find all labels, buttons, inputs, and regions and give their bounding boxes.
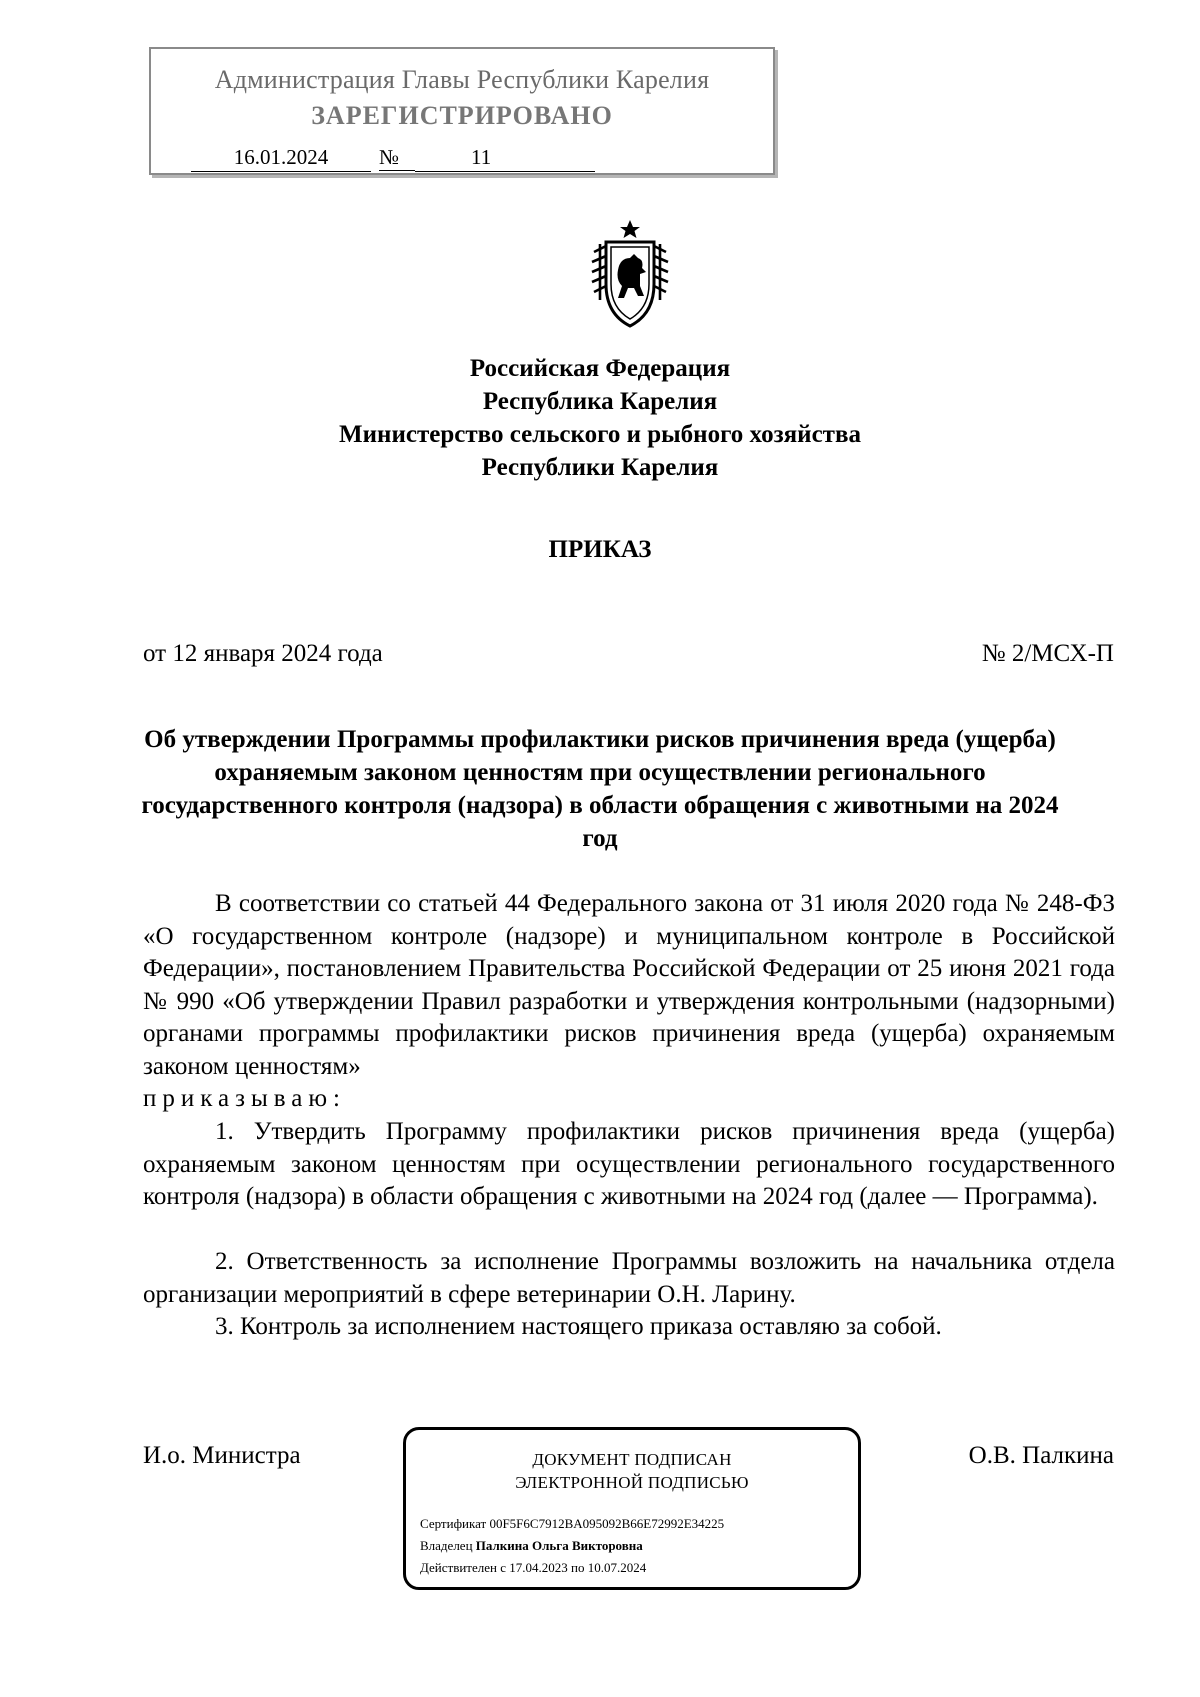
- preamble: В соответствии со статьей 44 Федерального закона от 31 июля 2020 года № 248-ФЗ «О государственном контроле (надзоре) и муниципальном контроле в Российской Федерации», постановлением Правительства Российской Федерации от 25 июня 2021 года № 990 «Об утверждении Правил разработки и утверждения контрольными (надзорными) органами программы профилактики рисков причинения вреда (ущерба) охраняемым законом ценностям»: [143, 890, 1115, 1080]
- registration-number: 11: [415, 145, 595, 172]
- document-date: от 12 января 2024 года: [143, 640, 383, 667]
- registration-stamp: [149, 47, 775, 175]
- order-word: приказываю:: [143, 1085, 346, 1112]
- esig-title-2: ЭЛЕКТРОННОЙ ПОДПИСЬЮ: [515, 1473, 749, 1492]
- esig-cert-label: Сертификат: [420, 1516, 487, 1531]
- esig-valid-to: 10.07.2024: [587, 1560, 647, 1575]
- header-ministry: Министерство сельского и рыбного хозяйства: [339, 421, 861, 448]
- esig-cert-value: 00F5F6C7912BA095092B66E72992E34225: [489, 1516, 725, 1531]
- registration-status: ЗАРЕГИСТРИРОВАНО: [311, 101, 613, 130]
- document-number: № 2/МСХ-П: [981, 640, 1114, 667]
- esig-validity: [420, 1560, 646, 1576]
- esig-title-1: ДОКУМЕНТ ПОДПИСАН: [532, 1450, 732, 1469]
- document-type: ПРИКАЗ: [548, 536, 652, 563]
- registration-org: Администрация Главы Республики Карелия: [214, 65, 710, 94]
- order-item-2: 2. Ответственность за исполнение Программы возложить на начальника отдела организации мероприятий в сфере ветеринарии О.Н. Ларину.: [143, 1248, 1115, 1308]
- esig-owner-value: Палкина Ольга Викторовна: [475, 1538, 643, 1553]
- esig-owner: [420, 1538, 643, 1554]
- registration-date: 16.01.2024: [191, 145, 371, 172]
- karelia-coat-of-arms-icon: [584, 218, 676, 330]
- registration-number-label: №: [379, 145, 415, 171]
- esig-certificate: [420, 1516, 724, 1532]
- header-region: Республика Карелия: [482, 388, 718, 415]
- header-ministry-region: Республики Карелия: [481, 454, 719, 481]
- esig-owner-label: Владелец: [420, 1538, 473, 1553]
- document-subject: Об утверждении Программы профилактики рисков причинения вреда (ущерба) охраняемым законом ценностям при осуществлении регионального государственного контроля (надзора) в области обращения с животными на 2024 год: [141, 726, 1059, 852]
- header-country: Российская Федерация: [469, 355, 731, 382]
- order-item-1: 1. Утвердить Программу профилактики рисков причинения вреда (ущерба) охраняемым законом ценностям при осуществлении регионального государственного контроля (надзора) в области обращения с животными на 2024 год (далее — Программа).: [143, 1118, 1115, 1210]
- signer-position: И.о. Министра: [143, 1442, 301, 1469]
- esig-valid-from: 17.04.2023: [509, 1560, 568, 1575]
- esig-valid-label: Действителен с: [420, 1560, 506, 1575]
- e-signature-stamp: [403, 1427, 861, 1590]
- signer-name: О.В. Палкина: [968, 1442, 1114, 1469]
- esig-valid-to-label: по: [571, 1560, 585, 1575]
- order-item-3: 3. Контроль за исполнением настоящего приказа оставляю за собой.: [215, 1313, 942, 1340]
